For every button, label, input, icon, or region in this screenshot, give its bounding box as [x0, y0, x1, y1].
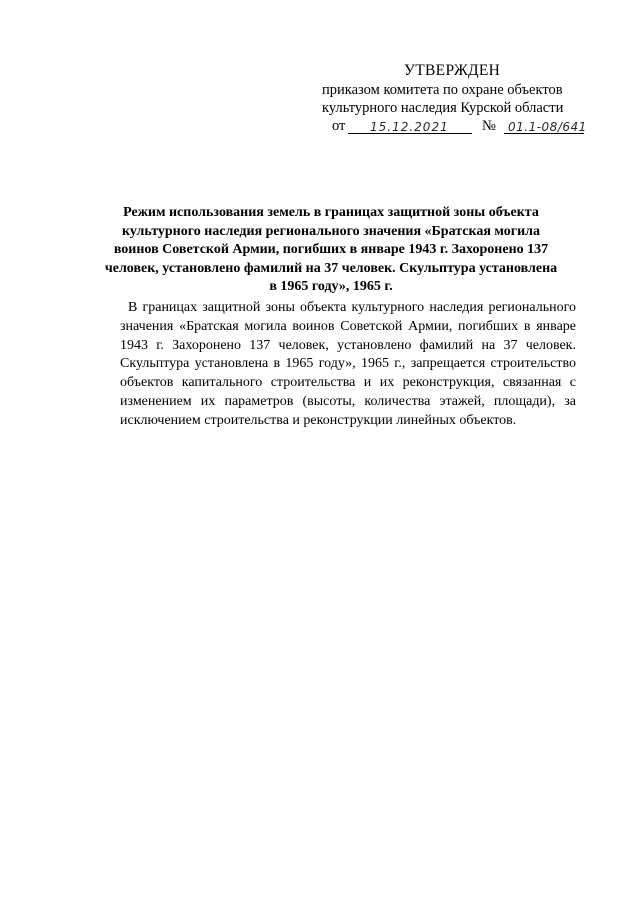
- approval-date-number-row: [322, 117, 592, 137]
- approval-stamp: [322, 62, 592, 137]
- number-label: №: [482, 118, 496, 134]
- approval-line-1: приказом комитета по охране объектов: [322, 82, 563, 98]
- handwritten-number: 01.1-08/641: [508, 120, 587, 134]
- from-label: от: [332, 118, 346, 134]
- approval-line-2: культурного наследия Курской области: [322, 100, 564, 116]
- date-field: [348, 117, 472, 134]
- handwritten-date: 15.12.2021: [370, 120, 449, 134]
- approval-title: УТВЕРЖДЕН: [404, 62, 501, 79]
- document-heading: Режим использования земель в границах защитной зоны объекта культурного наследия регионального значения «Братская могила воинов Советской Армии, погибших в январе 1943 г. Захоронено 137 человек, установлено фамилий на 37 человек. Скульптура установлена в 1965 году», 1965 г.: [104, 205, 558, 295]
- document-body-paragraph: В границах защитной зоны объекта культурного наследия регионального значения «Братская могила воинов Советской Армии, погибших в январе 1943 г. Захоронено 137 человек, установлено фамилий на 37 человек. Скульптура установлена в 1965 году», 1965 г., запрещается строительство объектов капитального строительства и их реконструкция, связанная с изменением их параметров (высоты, количества этажей, площади), за исключением строительства и реконструкции линейных объектов.: [120, 300, 576, 428]
- number-field: [504, 117, 587, 134]
